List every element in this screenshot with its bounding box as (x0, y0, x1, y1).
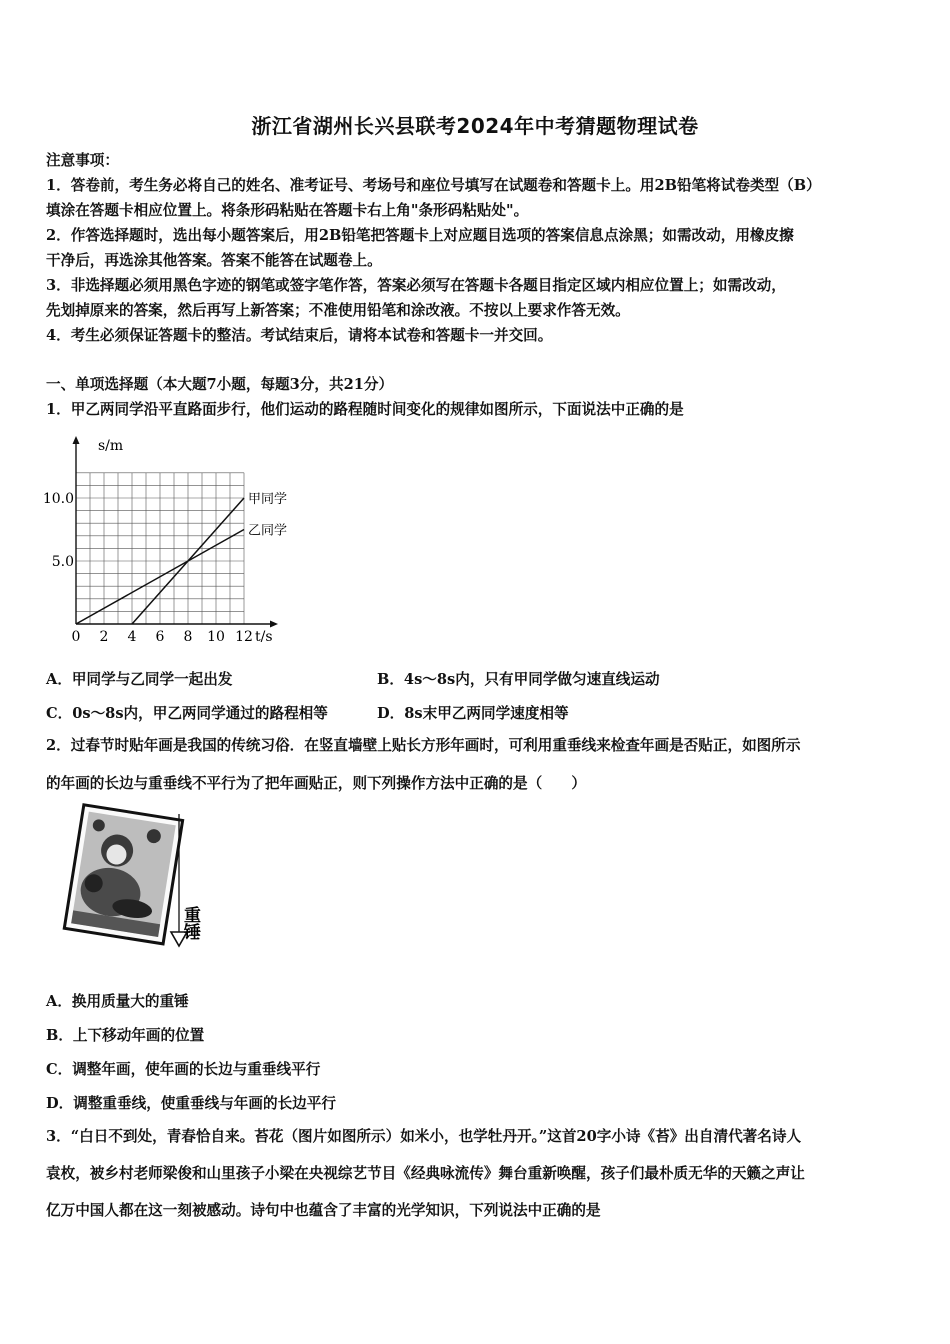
q3-stem-line-1: 3．“白日不到处，青春恰自来。苔花（图片如图所示）如米小，也学牡丹开。”这首20字小诗《苔》出自清代著名诗人 (46, 1128, 802, 1145)
x-tick-label: 2 (99, 629, 109, 645)
q1-stem: 1．甲乙两同学沿平直路面步行，他们运动的路程随时间变化的规律如图所示，下面说法中正确的是 (46, 401, 684, 418)
y-axis-label: s/m (98, 438, 124, 454)
exam-title: 浙江省湖州长兴县联考2024年中考猜题物理试卷 (251, 114, 699, 138)
q1-option-c[interactable]: C．0s～8s内，甲乙两同学通过的路程相等 (46, 705, 328, 722)
q1-distance-time-chart (40, 432, 290, 648)
notice-line-1: 1．答卷前，考生务必将自己的姓名、准考证号、考场号和座位号填写在试题卷和答题卡上。用2B铅笔将试卷类型（B） (46, 177, 821, 194)
notice-line-6: 先划掉原来的答案，然后再写上新答案；不准使用铅笔和涂改液。不按以上要求作答无效。 (46, 302, 630, 319)
q2-stem-line-1: 2．过春节时贴年画是我国的传统习俗．在竖直墙壁上贴长方形年画时，可利用重垂线来检查年画是否贴正，如图所示 (46, 737, 801, 754)
q2-option-a[interactable]: A．换用质量大的重锤 (46, 993, 189, 1010)
notice-line-4: 干净后，再选涂其他答案。答案不能答在试题卷上。 (46, 252, 382, 269)
series-label-1: 甲同学 (248, 492, 288, 507)
q2-option-c[interactable]: C．调整年画，使年画的长边与重垂线平行 (46, 1061, 321, 1078)
x-tick-labels (72, 629, 253, 645)
x-axis-label: t/s (255, 629, 273, 645)
y-tick-label: 10.0 (42, 491, 74, 507)
x-tick-label: 12 (235, 629, 253, 645)
notice-heading: 注意事项： (46, 152, 119, 169)
x-tick-label: 6 (155, 629, 165, 645)
plumb-bob-label: 重锤 (180, 906, 200, 940)
x-tick-label: 8 (183, 629, 193, 645)
q2-option-d[interactable]: D．调整重垂线，使重垂线与年画的长边平行 (46, 1095, 336, 1112)
chart-grid (76, 473, 244, 624)
q1-option-b[interactable]: B．4s～8s内，只有甲同学做匀速直线运动 (377, 671, 660, 688)
chart-series (76, 492, 287, 624)
q1-option-d[interactable]: D．8s末甲乙两同学速度相等 (377, 705, 569, 722)
x-axis-arrow (270, 621, 278, 628)
q2-stem-line-2: 的年画的长边与重垂线不平行为了把年画贴正，则下列操作方法中正确的是（ ） (46, 775, 586, 792)
y-axis-arrow (73, 436, 80, 444)
notice-line-5: 3．非选择题必须用黑色字迹的钢笔或签字笔作答，答案必须写在答题卡各题目指定区域内相应位置上；如需改动， (46, 277, 786, 294)
y-tick-label: 5.0 (51, 554, 74, 570)
x-tick-label: 10 (207, 629, 225, 645)
x-tick-label: 0 (71, 629, 81, 645)
y-tick-labels (43, 491, 74, 570)
x-tick-label: 4 (127, 629, 137, 645)
q3-stem-line-3: 亿万中国人都在这一刻被感动。诗句中也蕴含了丰富的光学知识，下列说法中正确的是 (46, 1202, 601, 1219)
notice-line-3: 2．作答选择题时，选出每小题答案后，用2B铅笔把答题卡上对应题目选项的答案信息点涂黑；如需改动，用橡皮擦 (46, 227, 794, 244)
section-heading: 一、单项选择题（本大题7小题，每题3分，共21分） (46, 376, 394, 393)
q1-option-a[interactable]: A．甲同学与乙同学一起出发 (46, 671, 233, 688)
series-label-2: 乙同学 (248, 523, 288, 539)
notice-line-7: 4．考生必须保证答题卡的整洁。考试结束后，请将本试卷和答题卡一并交回。 (46, 327, 553, 344)
notice-line-2: 填涂在答题卡相应位置上。将条形码粘贴在答题卡右上角"条形码粘贴处"。 (46, 202, 529, 219)
q2-option-b[interactable]: B．上下移动年画的位置 (46, 1027, 205, 1044)
q2-new-year-picture-figure (52, 800, 222, 960)
q3-stem-line-2: 袁枚，被乡村老师梁俊和山里孩子小梁在央视综艺节目《经典咏流传》舞台重新唤醒，孩子们最朴质无华的天籁之声让 (46, 1165, 805, 1182)
